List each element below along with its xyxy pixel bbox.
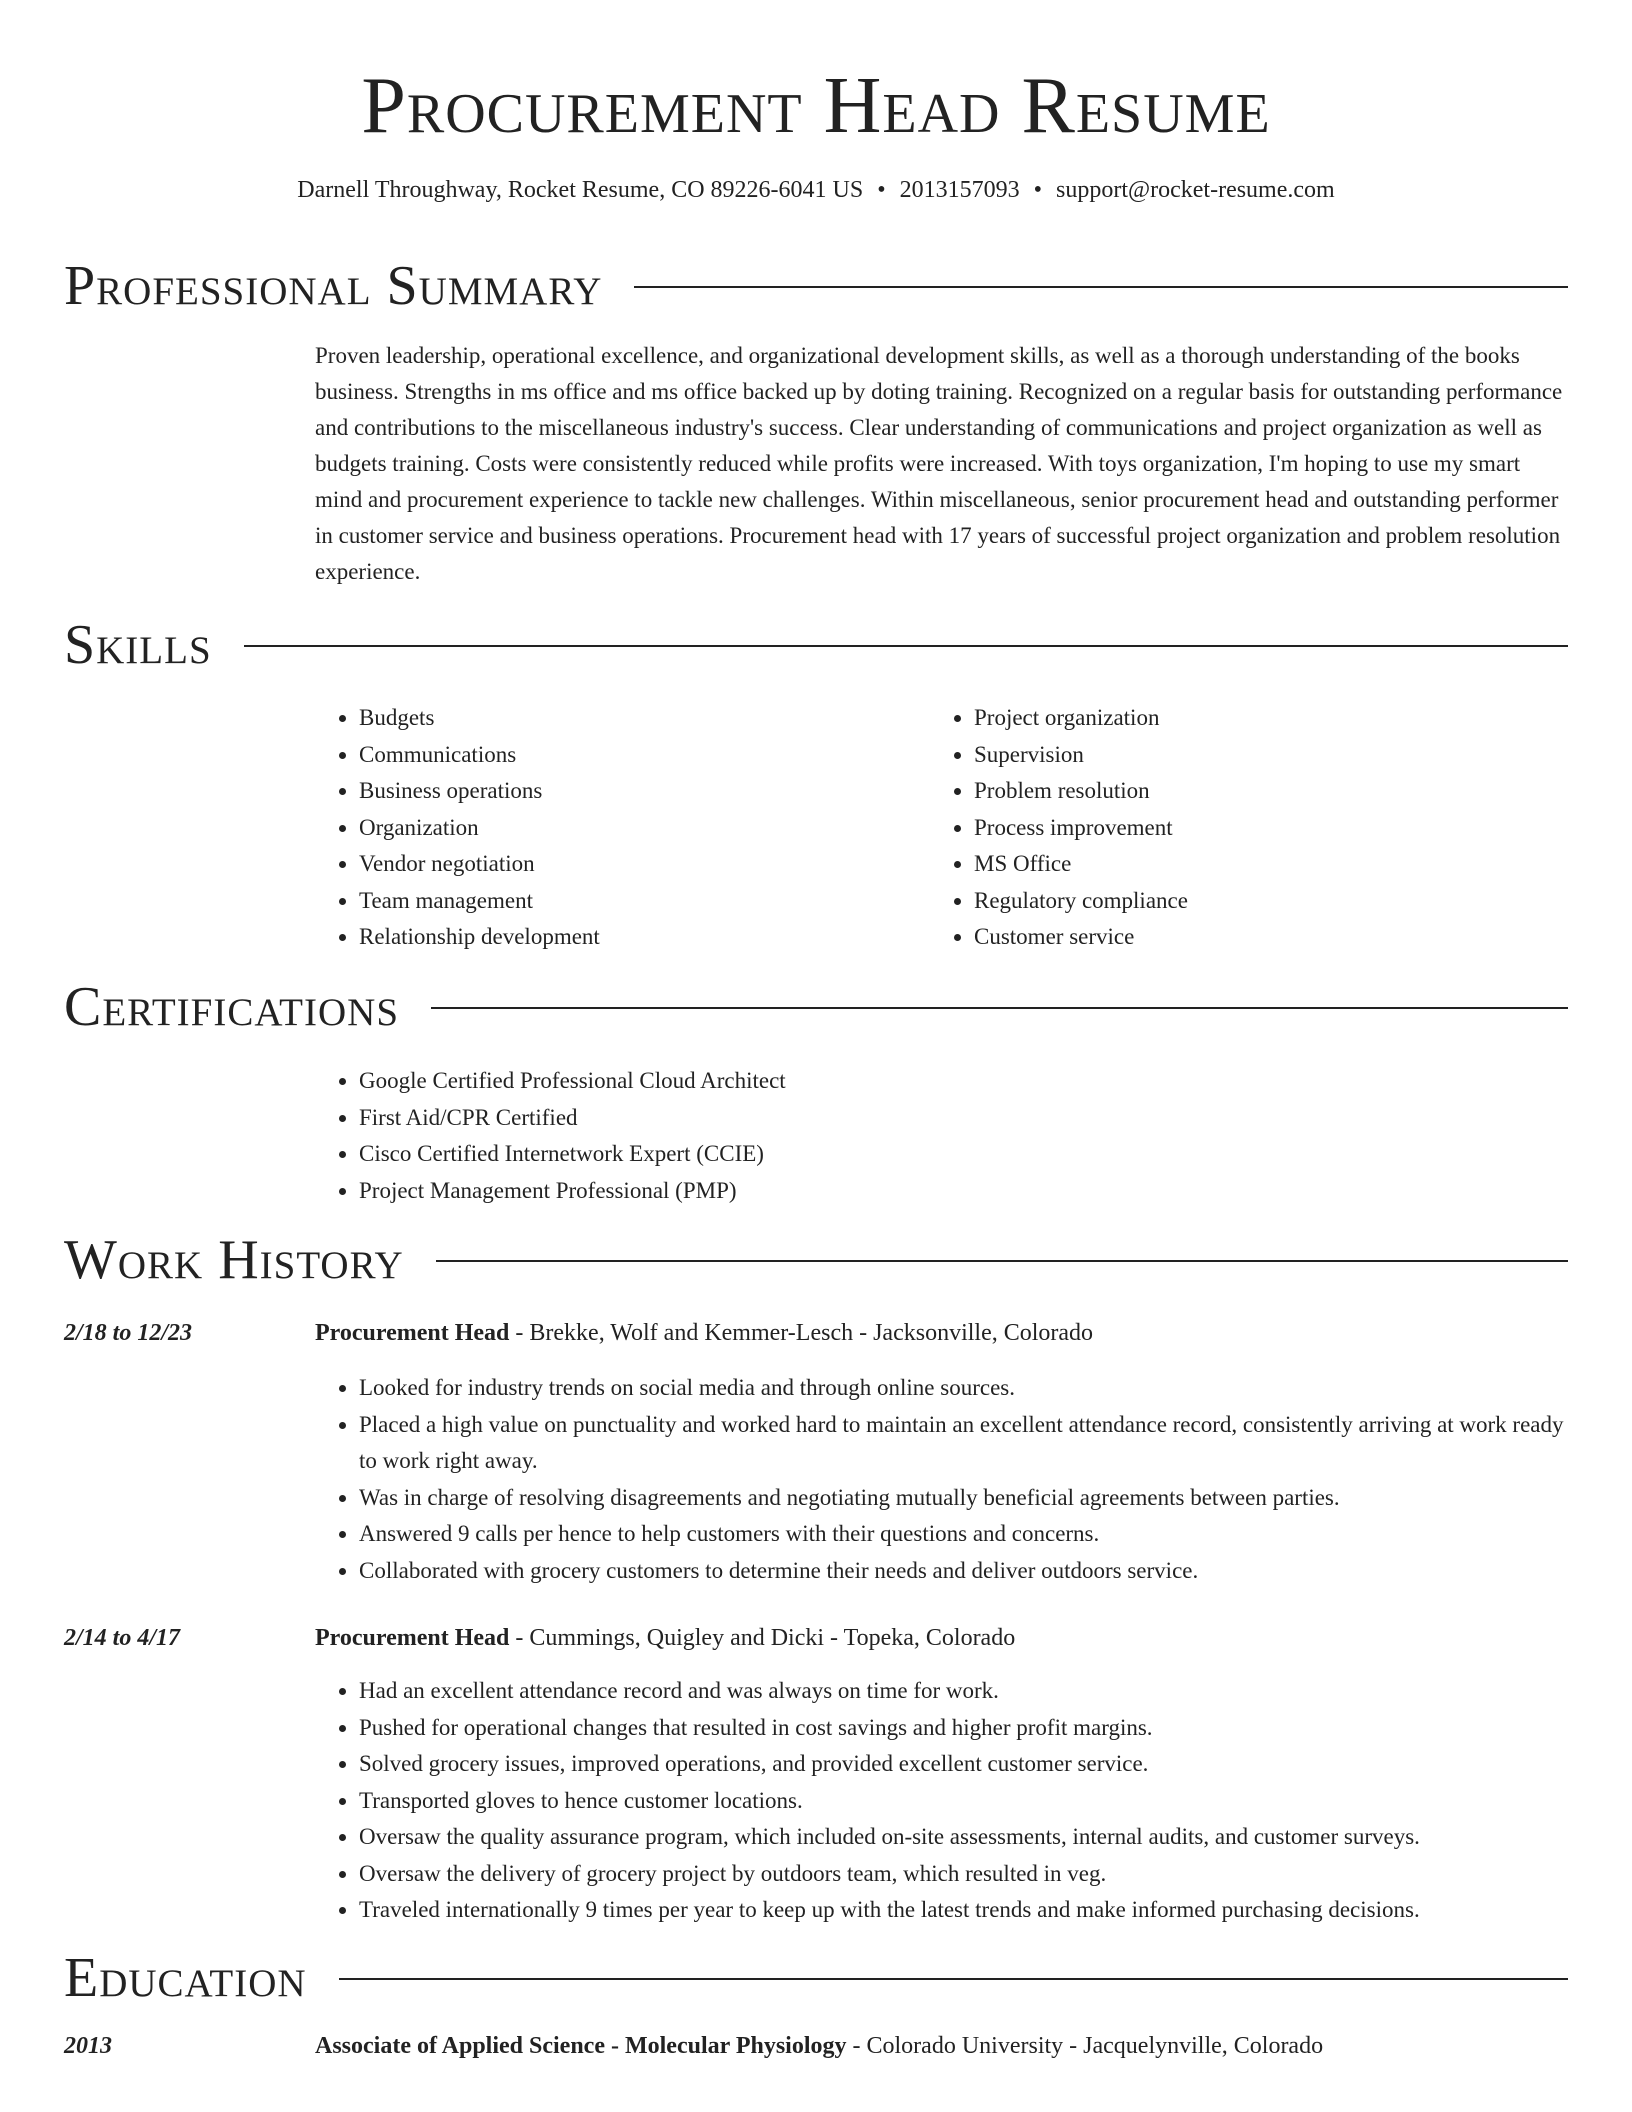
skill-item: • Relationship development: [359, 919, 875, 956]
skill-item: • Communications: [359, 737, 875, 774]
section-divider: [244, 645, 1568, 647]
education-heading: Education: [64, 1947, 307, 2009]
skill-item: • Team management: [359, 883, 875, 920]
certification-item: • Cisco Certified Internetwork Expert (CCIE): [359, 1136, 1515, 1173]
skill-item: • Customer service: [974, 919, 1490, 956]
education-year: 2013: [64, 2033, 112, 2059]
resume-title: Procurement Head Resume: [361, 62, 1271, 150]
summary-section-header: [64, 251, 1568, 321]
section-divider: [436, 1260, 1568, 1262]
job-duty-item: • Pushed for operational changes that resulted in cost savings and higher profit margins.: [359, 1710, 1573, 1747]
contact-phone: 2013157093: [899, 177, 1020, 203]
skills-heading: Skills: [64, 614, 212, 676]
skills-list-left: [315, 700, 875, 956]
job-role: Procurement Head: [315, 1625, 510, 1651]
job-dates: 2/14 to 4/17: [64, 1625, 181, 1651]
contact-address: Darnell Throughway, Rocket Resume, CO 89226-6041 US: [297, 177, 864, 203]
job-duty-item: • Solved grocery issues, improved operations, and provided excellent customer service.: [359, 1746, 1573, 1783]
skill-item: • Problem resolution: [974, 773, 1490, 810]
job-duty-item: • Traveled internationally 9 times per year to keep up with the latest trends and make informed purchasing decisions.: [359, 1892, 1573, 1929]
contact-line: [0, 174, 1632, 206]
job-duties-list: [315, 1673, 1573, 1929]
skill-item: • Regulatory compliance: [974, 883, 1490, 920]
certifications-heading: Certifications: [64, 976, 400, 1038]
job-heading: [315, 1317, 1093, 1349]
summary-text: Proven leadership, operational excellence, and organizational development skills, as well as a thorough understanding of the books business. Strengths in ms office and ms office backed up by doting training. Recognized on a regular basis for outstanding performance and contributions to the miscellaneous industry's success. Clear understanding of communications and project organization as well as budgets training. Costs were consistently reduced while profits were increased. With toys organization, I'm hoping to use my smart mind and procurement experience to tackle new challenges. Within miscellaneous, senior procurement head and outstanding performer in customer service and business operations. Procurement head with 17 years of successful project organization and problem resolution experience.: [315, 343, 1563, 584]
work-heading: Work History: [64, 1229, 404, 1291]
job-duties-list: [315, 1370, 1573, 1589]
skill-item: • Supervision: [974, 737, 1490, 774]
job-duties: [315, 1370, 1573, 1589]
education-section-header: [64, 1943, 1568, 2013]
job-duty-item: • Answered 9 calls per hence to help customers with their questions and concerns.: [359, 1516, 1573, 1553]
job-duty-item: • Looked for industry trends on social media and through online sources.: [359, 1370, 1573, 1407]
certifications-list: [315, 1063, 1515, 1209]
certification-item: • First Aid/CPR Certified: [359, 1100, 1515, 1137]
job-duty-item: • Oversaw the delivery of grocery project by outdoors team, which resulted in veg.: [359, 1856, 1573, 1893]
skill-item: • Business operations: [359, 773, 875, 810]
section-divider: [339, 1978, 1568, 1980]
certifications-block: [315, 1063, 1515, 1209]
skill-item: • Vendor negotiation: [359, 846, 875, 883]
certifications-section-header: [64, 972, 1568, 1042]
job-dates: 2/18 to 12/23: [64, 1320, 193, 1346]
job-duty-item: • Had an excellent attendance record and was always on time for work.: [359, 1673, 1573, 1710]
job-details: - Brekke, Wolf and Kemmer-Lesch - Jacksonville, Colorado: [509, 1320, 1094, 1346]
job-duty-item: • Placed a high value on punctuality and worked hard to maintain an excellent attendance record, consistently arriving at work ready to work right away.: [359, 1407, 1573, 1480]
skill-item: • Budgets: [359, 700, 875, 737]
skill-item: • MS Office: [974, 846, 1490, 883]
skills-column-left: [315, 700, 875, 956]
education-details: - Colorado University - Jacquelynville, Colorado: [846, 2033, 1324, 2059]
contact-separator: •: [1033, 177, 1043, 203]
skills-column-right: [930, 700, 1490, 956]
summary-heading: Professional Summary: [64, 255, 603, 317]
section-divider: [634, 286, 1568, 288]
job-role: Procurement Head: [315, 1320, 510, 1346]
job-heading: [315, 1622, 1015, 1654]
section-divider: [431, 1007, 1568, 1009]
job-details: - Cummings, Quigley and Dicki - Topeka, Colorado: [509, 1625, 1016, 1651]
job-duty-item: • Collaborated with grocery customers to determine their needs and deliver outdoors service.: [359, 1553, 1573, 1590]
contact-email: support@rocket-resume.com: [1056, 177, 1335, 203]
skills-list-right: [930, 700, 1490, 956]
education-degree: Associate of Applied Science - Molecular Physiology: [315, 2033, 847, 2059]
certification-item: • Project Management Professional (PMP): [359, 1173, 1515, 1210]
skill-item: • Organization: [359, 810, 875, 847]
education-heading-line: [315, 2030, 1323, 2062]
contact-separator: •: [877, 177, 886, 203]
job-duty-item: • Oversaw the quality assurance program, which included on-site assessments, internal audits, and customer surveys.: [359, 1819, 1573, 1856]
skills-section-header: [64, 610, 1568, 680]
job-duty-item: • Transported gloves to hence customer locations.: [359, 1783, 1573, 1820]
work-section-header: [64, 1225, 1568, 1295]
job-duties: [315, 1673, 1573, 1929]
job-duty-item: • Was in charge of resolving disagreements and negotiating mutually beneficial agreements between parties.: [359, 1480, 1573, 1517]
skill-item: • Project organization: [974, 700, 1490, 737]
skill-item: • Process improvement: [974, 810, 1490, 847]
certification-item: • Google Certified Professional Cloud Architect: [359, 1063, 1515, 1100]
